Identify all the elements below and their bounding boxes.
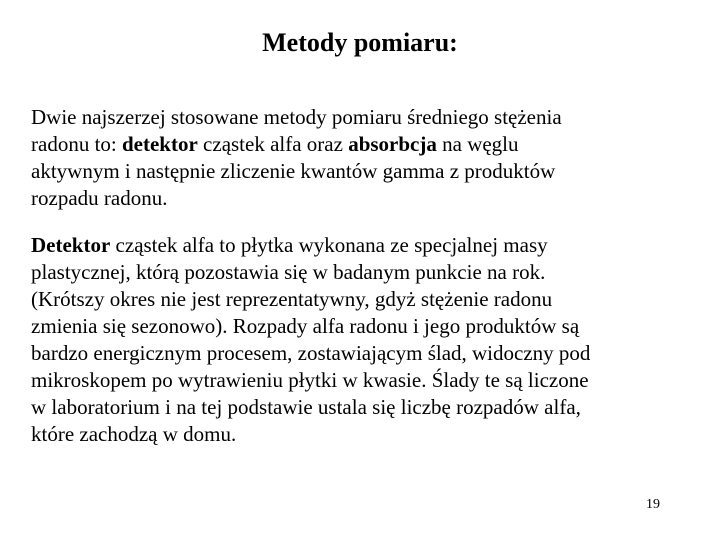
text-run: plastycznej, którą pozostawia się w badanym punkcie na rok.	[31, 260, 546, 284]
text-line	[31, 232, 686, 259]
text-line	[31, 421, 686, 448]
text-line	[31, 340, 686, 367]
text-run: Dwie najszerzej stosowane metody pomiaru średniego stężenia	[31, 105, 562, 129]
slide-title: Metody pomiaru:	[262, 28, 458, 57]
text-run: bardzo energicznym procesem, zostawiającym ślad, widoczny pod	[31, 341, 591, 365]
text-run: które zachodzą w domu.	[31, 422, 237, 446]
bold-term: detektor	[121, 132, 198, 156]
text-line	[31, 185, 686, 212]
text-line	[31, 286, 686, 313]
bold-term: Detektor	[31, 233, 111, 257]
text-run: (Krótszy okres nie jest reprezentatywny, gdyż stężenie radonu	[31, 287, 553, 311]
text-line	[31, 367, 686, 394]
text-run: radonu to:	[31, 132, 122, 156]
text-run: aktywnym i następnie zliczenie kwantów gamma z produktów	[31, 159, 556, 183]
text-run: cząstek alfa to płytka wykonana ze specjalnej masy	[110, 233, 548, 257]
paragraph-methods	[31, 104, 686, 212]
text-line	[31, 394, 686, 421]
text-run: na węglu	[436, 132, 519, 156]
text-line	[31, 259, 686, 286]
text-line	[31, 131, 686, 158]
paragraph-detector	[31, 232, 686, 448]
text-line	[31, 104, 686, 131]
text-line	[31, 158, 686, 185]
text-run: cząstek alfa oraz	[197, 132, 349, 156]
text-run: mikroskopem po wytrawieniu płytki w kwasie. Ślady te są liczone	[31, 368, 589, 392]
text-run: rozpadu radonu.	[31, 186, 168, 210]
text-run: w laboratorium i na tej podstawie ustala się liczbę rozpadów alfa,	[31, 395, 581, 419]
bold-term: absorbcja	[348, 132, 437, 156]
page-number: 19	[646, 497, 660, 512]
text-line	[31, 313, 686, 340]
text-run: zmienia się sezonowo). Rozpady alfa radonu i jego produktów są	[31, 314, 580, 338]
